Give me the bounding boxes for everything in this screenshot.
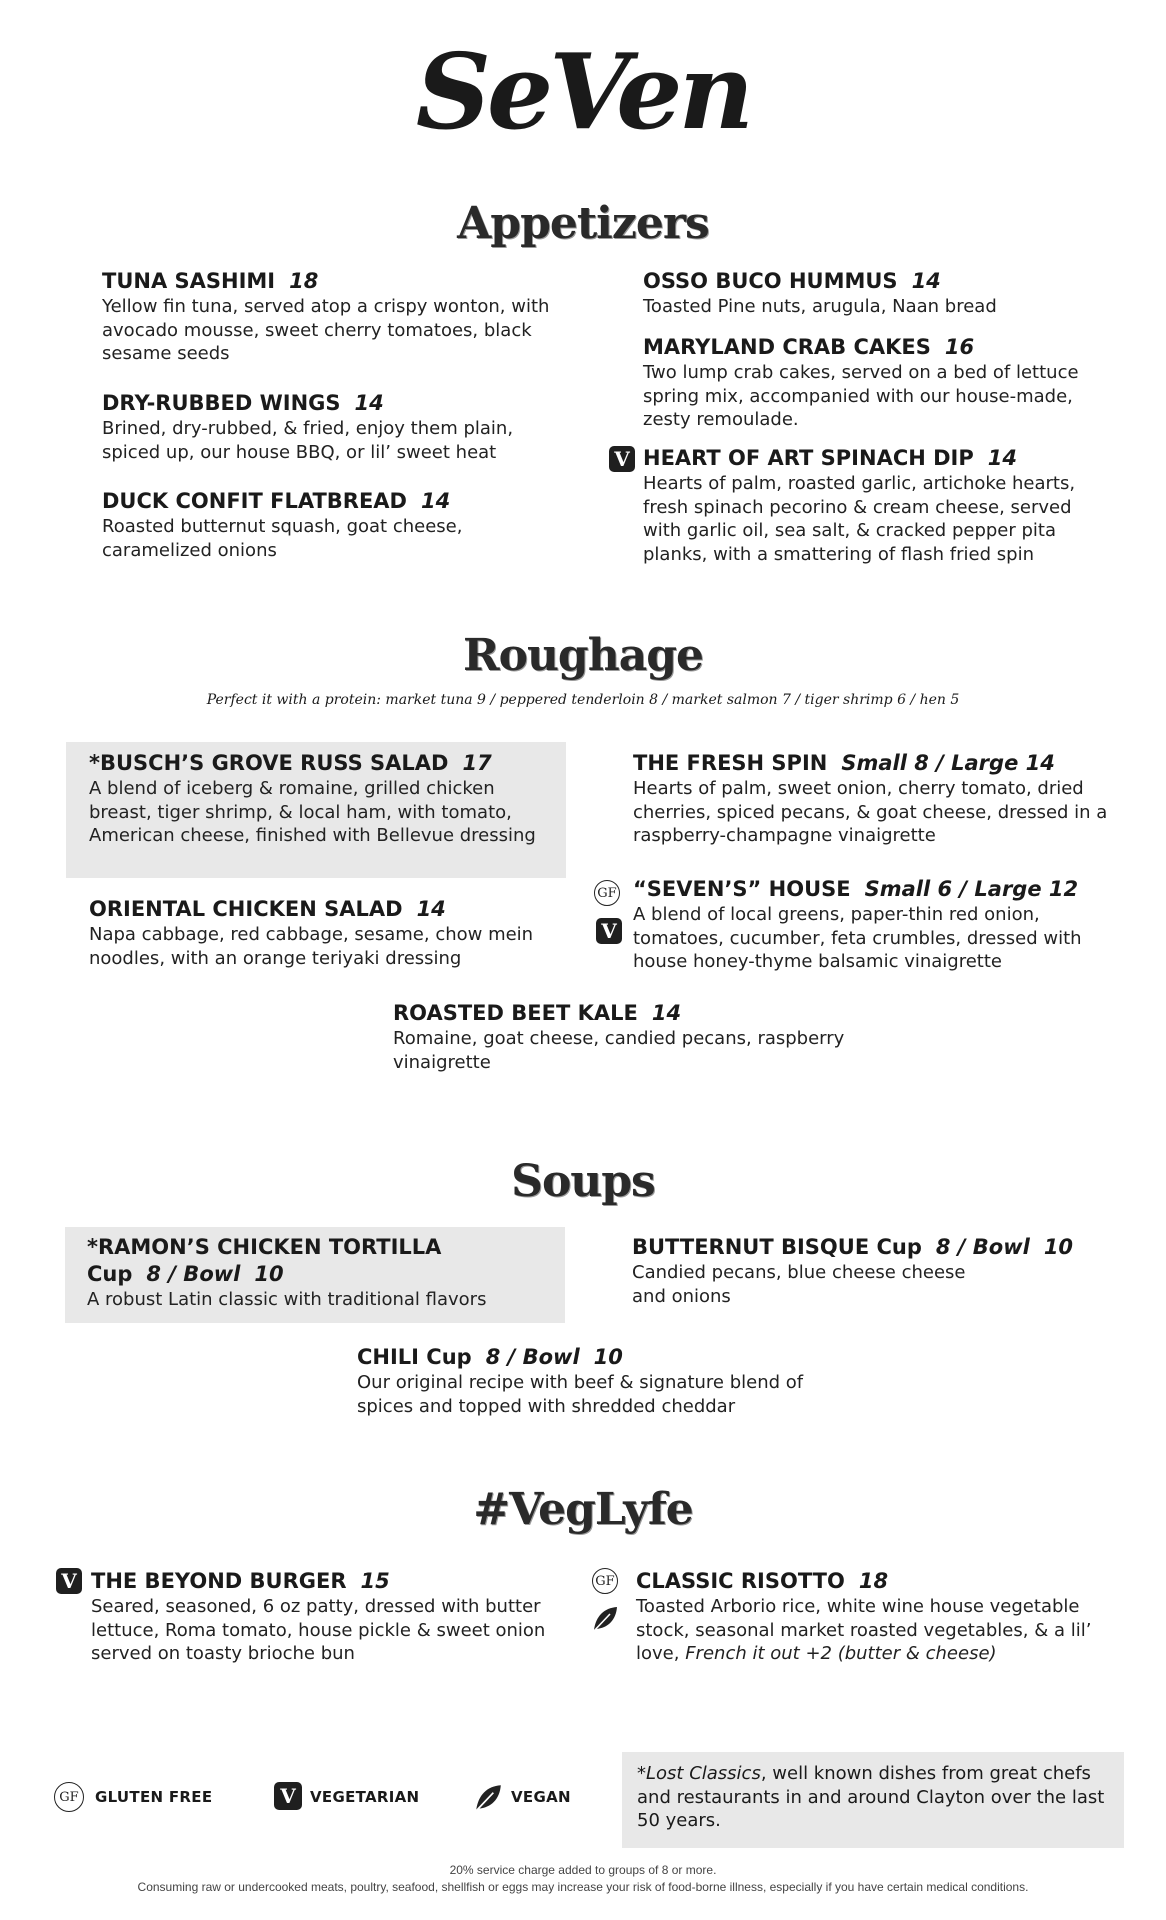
legend-vegetarian: VEGETARIAN (310, 1788, 420, 1806)
menu-item (636, 1568, 1126, 1666)
item-price-bowl: 10 (593, 1345, 623, 1369)
item-name: *BUSCH’S GROVE RUSS SALAD (89, 751, 449, 775)
veglyfe-title: #VegLyfe (473, 1484, 693, 1535)
item-description: A robust Latin classic with traditional flavors (87, 1289, 487, 1310)
item-name: MARYLAND CRAB CAKES (643, 335, 931, 359)
footer (0, 1862, 1166, 1896)
item-name: DRY-RUBBED WINGS (102, 391, 341, 415)
item-size-label: Cup (87, 1262, 133, 1286)
menu-item (357, 1344, 837, 1418)
restaurant-logo: SeVen (415, 30, 751, 153)
item-name: “SEVEN’S” HOUSE (633, 877, 851, 901)
item-price: 17 (462, 751, 492, 775)
item-name: OSSO BUCO HUMMUS (643, 269, 898, 293)
gluten-free-icon: GF (594, 880, 620, 906)
item-price-bowl: 10 (254, 1262, 284, 1286)
gluten-free-icon: GF (592, 1568, 618, 1594)
appetizers-title: Appetizers (457, 198, 709, 249)
vegetarian-icon: V (274, 1782, 302, 1810)
item-price: 14 (421, 489, 451, 513)
legend-gluten-free: GLUTEN FREE (95, 1788, 213, 1806)
lost-classics-note (637, 1762, 1107, 1833)
item-description: Roasted butternut squash, goat cheese, caramelized onions (102, 516, 463, 561)
legend-vegan: VEGAN (511, 1788, 571, 1806)
item-name: BUTTERNUT BISQUE Cup (632, 1235, 922, 1259)
item-price: 8 / Bowl (485, 1345, 580, 1369)
item-description: Two lump crab cakes, served on a bed of lettuce spring mix, accompanied with our house-made, zesty remoulade. (643, 362, 1079, 430)
item-price: 14 (416, 897, 446, 921)
lost-classics-text: , well known dishes from great chefs and restaurants in and around Clayton over the last 50 years. (637, 1763, 1105, 1831)
item-price: 8 / Bowl (146, 1262, 241, 1286)
item-price: 15 (360, 1569, 390, 1593)
item-upcharge: French it out +2 (butter & cheese) (685, 1643, 997, 1664)
item-name: DUCK CONFIT FLATBREAD (102, 489, 407, 513)
menu-item (87, 1234, 557, 1312)
item-description: Yellow fin tuna, served atop a crispy wonton, with avocado mousse, sweet cherry tomatoes, black sesame seeds (102, 296, 550, 364)
gluten-free-icon: GF (54, 1782, 84, 1812)
item-description: Toasted Pine nuts, arugula, Naan bread (643, 296, 997, 317)
item-name: THE FRESH SPIN (633, 751, 828, 775)
item-description: Hearts of palm, sweet onion, cherry tomato, dried cherries, spiced pecans, & goat cheese, dressed in a raspberry-champagne vinaigrette (633, 778, 1108, 846)
vegan-leaf-icon (472, 1782, 504, 1814)
menu-item (89, 896, 559, 970)
item-price: Small 8 / Large 14 (841, 751, 1055, 775)
menu-item (643, 445, 1113, 566)
vegetarian-icon: V (596, 918, 622, 944)
protein-note: Perfect it with a protein: market tuna 9 / peppered tenderloin 8 / market salmon 7 / tiger shrimp 6 / hen 5 (206, 692, 960, 708)
menu-item (643, 268, 1113, 319)
item-price: Small 6 / Large 12 (864, 877, 1079, 901)
menu-item (102, 390, 572, 464)
menu-item (643, 334, 1113, 432)
vegan-leaf-icon (590, 1604, 620, 1634)
item-price: 14 (911, 269, 941, 293)
item-description: Seared, seasoned, 6 oz patty, dressed with butter lettuce, Roma tomato, house pickle & sweet onion served on toasty brioche bun (91, 1596, 546, 1664)
roughage-title: Roughage (463, 630, 703, 681)
item-description: Our original recipe with beef & signature blend of spices and topped with shredded cheddar (357, 1372, 804, 1417)
item-price: 18 (289, 269, 319, 293)
item-description: Toasted Arborio rice, white wine house vegetable stock, seasonal market roasted vegetables, & a lil’ love, (636, 1596, 1092, 1664)
lost-classics-label: *Lost Classics (637, 1763, 761, 1784)
menu-item (393, 1000, 863, 1074)
item-price: 16 (944, 335, 975, 359)
item-description: A blend of iceberg & romaine, grilled chicken breast, tiger shrimp, & local ham, with tomato, American cheese, finished with Bellevue dressing (89, 778, 536, 846)
menu-item (102, 488, 572, 562)
vegetarian-icon: V (56, 1568, 82, 1594)
item-price: 14 (651, 1001, 682, 1025)
menu-item (632, 1234, 1074, 1308)
item-price: 8 / Bowl (935, 1235, 1030, 1259)
menu-item (91, 1568, 561, 1666)
menu-item (89, 750, 559, 848)
item-name: ROASTED BEET KALE (393, 1001, 638, 1025)
menu-item (633, 750, 1123, 848)
item-price: 14 (354, 391, 384, 415)
item-price-bowl: 10 (1043, 1235, 1074, 1259)
item-name: CHILI Cup (357, 1345, 472, 1369)
item-name: TUNA SASHIMI (102, 269, 276, 293)
item-name: CLASSIC RISOTTO (636, 1569, 845, 1593)
item-description: Candied pecans, blue cheese cheese and onions (632, 1262, 966, 1307)
item-name: HEART OF ART SPINACH DIP (643, 446, 974, 470)
item-price: 14 (987, 446, 1017, 470)
food-safety-disclaimer: Consuming raw or undercooked meats, poultry, seafood, shellfish or eggs may increase your risk of food-borne illness, especially if you have certain medical conditions. (137, 1880, 1029, 1894)
menu-item (102, 268, 572, 366)
service-charge-note: 20% service charge added to groups of 8 or more. (449, 1863, 717, 1877)
vegetarian-icon: V (609, 446, 635, 472)
item-description: Romaine, goat cheese, candied pecans, raspberry vinaigrette (393, 1028, 845, 1073)
item-description: Napa cabbage, red cabbage, sesame, chow mein noodles, with an orange teriyaki dressing (89, 924, 534, 969)
item-name: ORIENTAL CHICKEN SALAD (89, 897, 403, 921)
menu-item (633, 876, 1123, 974)
item-description: Brined, dry-rubbed, & fried, enjoy them plain, spiced up, our house BBQ, or lil’ sweet heat (102, 418, 514, 463)
item-description: Hearts of palm, roasted garlic, artichoke hearts, fresh spinach pecorino & cream cheese, served with garlic oil, sea salt, & cracked pepper pita planks, with a smattering of flash fried spin (643, 473, 1076, 565)
soups-title: Soups (511, 1156, 655, 1207)
item-price: 18 (858, 1569, 889, 1593)
item-name: THE BEYOND BURGER (91, 1569, 347, 1593)
item-name: *RAMON’S CHICKEN TORTILLA (87, 1235, 442, 1259)
item-description: A blend of local greens, paper-thin red onion, tomatoes, cucumber, feta crumbles, dressed with house honey-thyme balsamic vinaigrette (633, 904, 1082, 972)
